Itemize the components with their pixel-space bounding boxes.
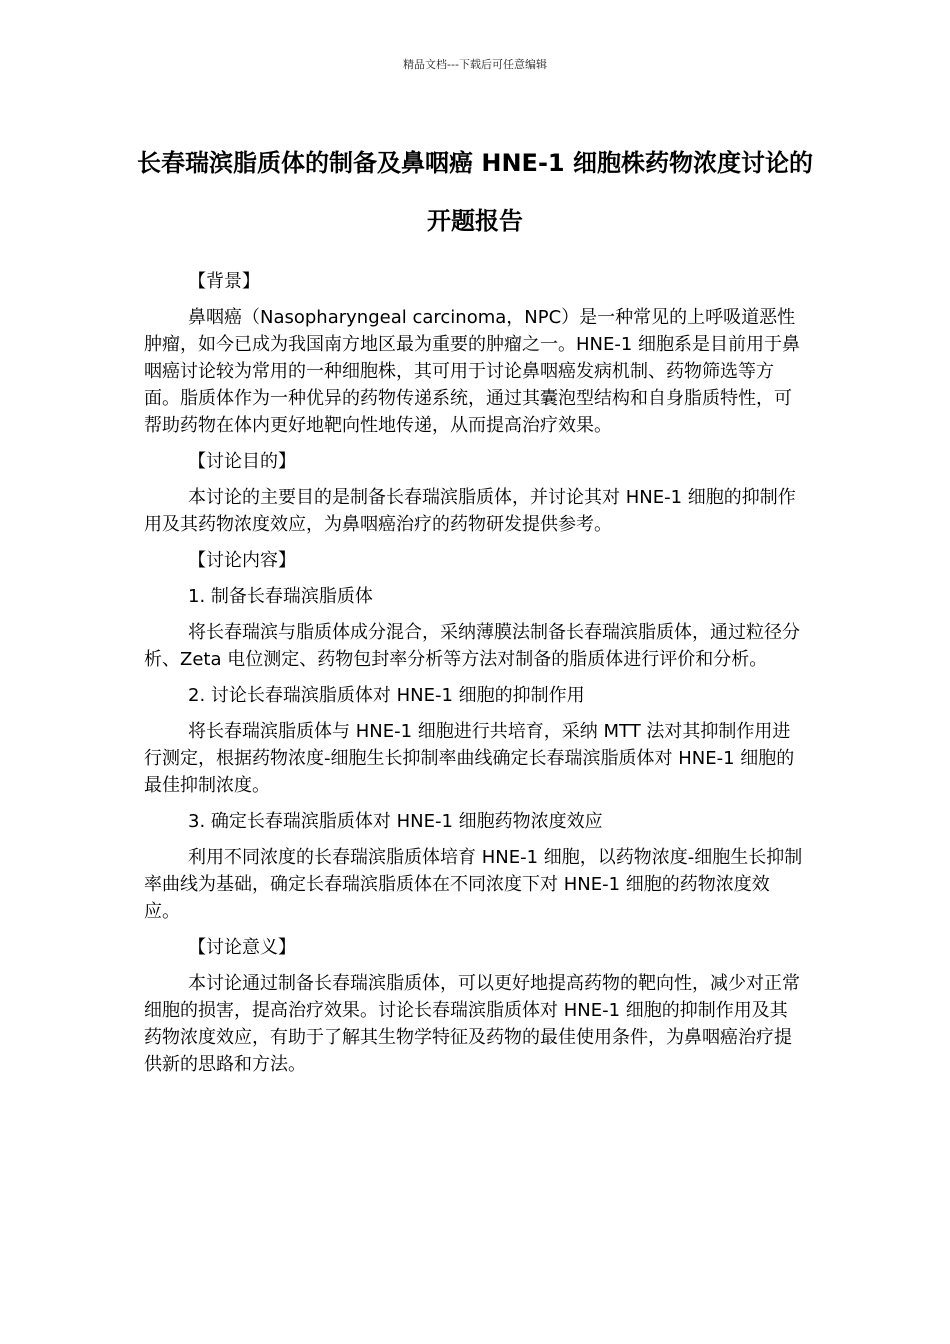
- content-item-2-heading: 2. 讨论长春瑞滨脂质体对 HNE-1 细胞的抑制作用: [188, 685, 585, 706]
- section-heading-background: 【背景】: [188, 271, 260, 292]
- background-paragraph: 鼻咽癌（Nasopharyngeal carcinoma，NPC）是一种常见的上呼吸道恶性肿瘤，如今已成为我国南方地区最为重要的肿瘤之一。HNE-1 细胞系是目前用于鼻咽癌讨论较为常用的一种细胞株，其可用于讨论鼻咽癌发病机制、药物筛选等方面。脂质体作为一种优异的药物传递系统，通过其囊泡型结构和自身脂质特性，可帮助药物在体内更好地靶向性地传递，从而提高治疗效果。: [144, 307, 801, 436]
- significance-paragraph: 本讨论通过制备长春瑞滨脂质体，可以更好地提高药物的靶向性，减少对正常细胞的损害，提高治疗效果。讨论长春瑞滨脂质体对 HNE-1 细胞的抑制作用及其药物浓度效应，有助于了解其生物学特征及药物的最佳使用条件，为鼻咽癌治疗提供新的思路和方法。: [144, 973, 800, 1075]
- content-item-1-heading: 1. 制备长春瑞滨脂质体: [188, 586, 373, 607]
- content-item-1-paragraph: 将长春瑞滨与脂质体成分混合，采纳薄膜法制备长春瑞滨脂质体，通过粒径分析、Zeta 电位测定、药物包封率分析等方法对制备的脂质体进行评价和分析。: [144, 622, 800, 670]
- section-heading-significance: 【讨论意义】: [188, 937, 296, 958]
- document-body: [144, 268, 804, 1087]
- section-heading-purpose: 【讨论目的】: [188, 451, 296, 472]
- content-item-3-heading: 3. 确定长春瑞滨脂质体对 HNE-1 细胞药物浓度效应: [188, 811, 603, 832]
- document-title: 长春瑞滨脂质体的制备及鼻咽癌 HNE-1 细胞株药物浓度讨论的开题报告: [137, 149, 813, 235]
- section-heading-content: 【讨论内容】: [188, 550, 296, 571]
- purpose-paragraph: 本讨论的主要目的是制备长春瑞滨脂质体，并讨论其对 HNE-1 细胞的抑制作用及其药物浓度效应，为鼻咽癌治疗的药物研发提供参考。: [144, 487, 796, 535]
- page-header: 精品文档---下载后可任意编辑: [403, 58, 547, 71]
- content-item-2-paragraph: 将长春瑞滨脂质体与 HNE-1 细胞进行共培育，采纳 MTT 法对其抑制作用进行测定，根据药物浓度-细胞生长抑制率曲线确定长春瑞滨脂质体对 HNE-1 细胞的最佳抑制浓度。: [144, 721, 795, 796]
- content-item-3-paragraph: 利用不同浓度的长春瑞滨脂质体培育 HNE-1 细胞，以药物浓度-细胞生长抑制率曲线为基础，确定长春瑞滨脂质体在不同浓度下对 HNE-1 细胞的药物浓度效应。: [144, 847, 803, 922]
